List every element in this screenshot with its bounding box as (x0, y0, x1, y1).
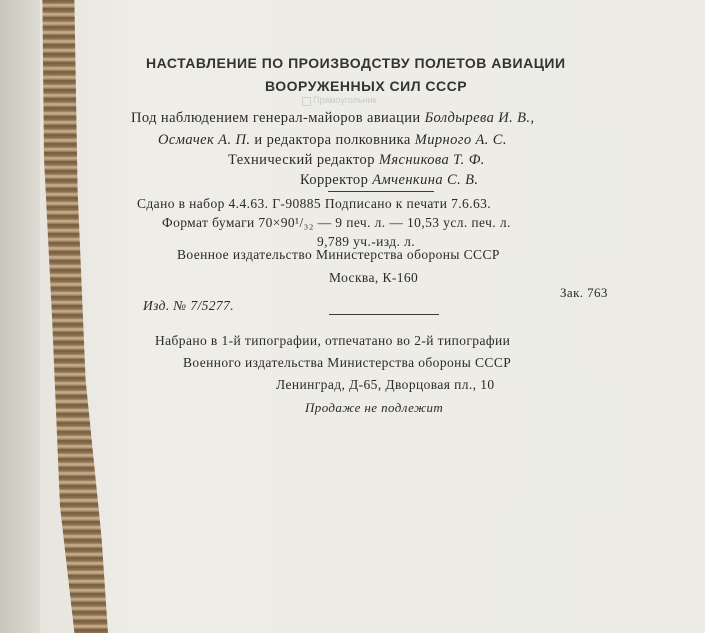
print-info-line-3: 9,789 уч.-изд. л. (317, 234, 416, 249)
overlay-rectangle-icon (302, 97, 311, 106)
publisher-line-1: Военное издательство Министерства обороны СССР (177, 247, 500, 262)
page-gutter-shadow (0, 0, 40, 633)
typography-line-3: Ленинград, Д-65, Дворцовая пл., 10 (276, 377, 495, 392)
credits-line-3-name: Мясникова Т. Ф. (378, 152, 485, 168)
credits-line-1-names: Болдырева И. В., (424, 110, 535, 126)
edition-number: Изд. № 7/5277. (143, 298, 234, 313)
book-binding-edge (28, 0, 108, 633)
credits-line-1-prefix: Под наблюдением генерал-майоров авиации (131, 110, 425, 126)
credits-line-3 (228, 152, 485, 169)
publisher-line-2: Москва, К-160 (329, 270, 419, 285)
typography-line-2: Военного издательства Министерства обороны СССР (183, 355, 512, 370)
typography-line-1: Набрано в 1-й типографии, отпечатано во 2-й типографии (155, 333, 511, 348)
credits-line-2-names: Осмачек А. П. (158, 132, 251, 148)
credits-line-4-name: Амченкина С. В. (372, 172, 479, 188)
credits-line-2-name2: Мирного А. С. (414, 132, 507, 148)
typography-line-4: Продаже не подлежит (305, 400, 444, 415)
credits-line-2 (158, 132, 507, 149)
overlay-label: Прямоугольник (313, 95, 377, 105)
title-line-2: ВООРУЖЕННЫХ СИЛ СССР (265, 78, 468, 94)
title-line-1: НАСТАВЛЕНИЕ ПО ПРОИЗВОДСТВУ ПОЛЕТОВ АВИАЦИИ (146, 55, 566, 71)
credits-line-3-prefix: Технический редактор (228, 152, 379, 168)
credits-line-2-mid: и редактора полковника (250, 132, 415, 148)
print-info-line-2: Формат бумаги 70×90¹/₃₂ — 9 печ. л. — 10,53 усл. печ. л. (162, 215, 511, 230)
divider-rule-1 (328, 191, 434, 192)
credits-line-4-prefix: Корректор (300, 172, 373, 188)
credits-line-4 (300, 172, 478, 189)
order-number: Зак. 763 (560, 285, 608, 300)
divider-rule-2 (329, 314, 439, 315)
print-info-line-1: Сдано в набор 4.4.63. Г-90885 Подписано к печати 7.6.63. (137, 196, 492, 211)
credits-line-1 (131, 110, 534, 127)
